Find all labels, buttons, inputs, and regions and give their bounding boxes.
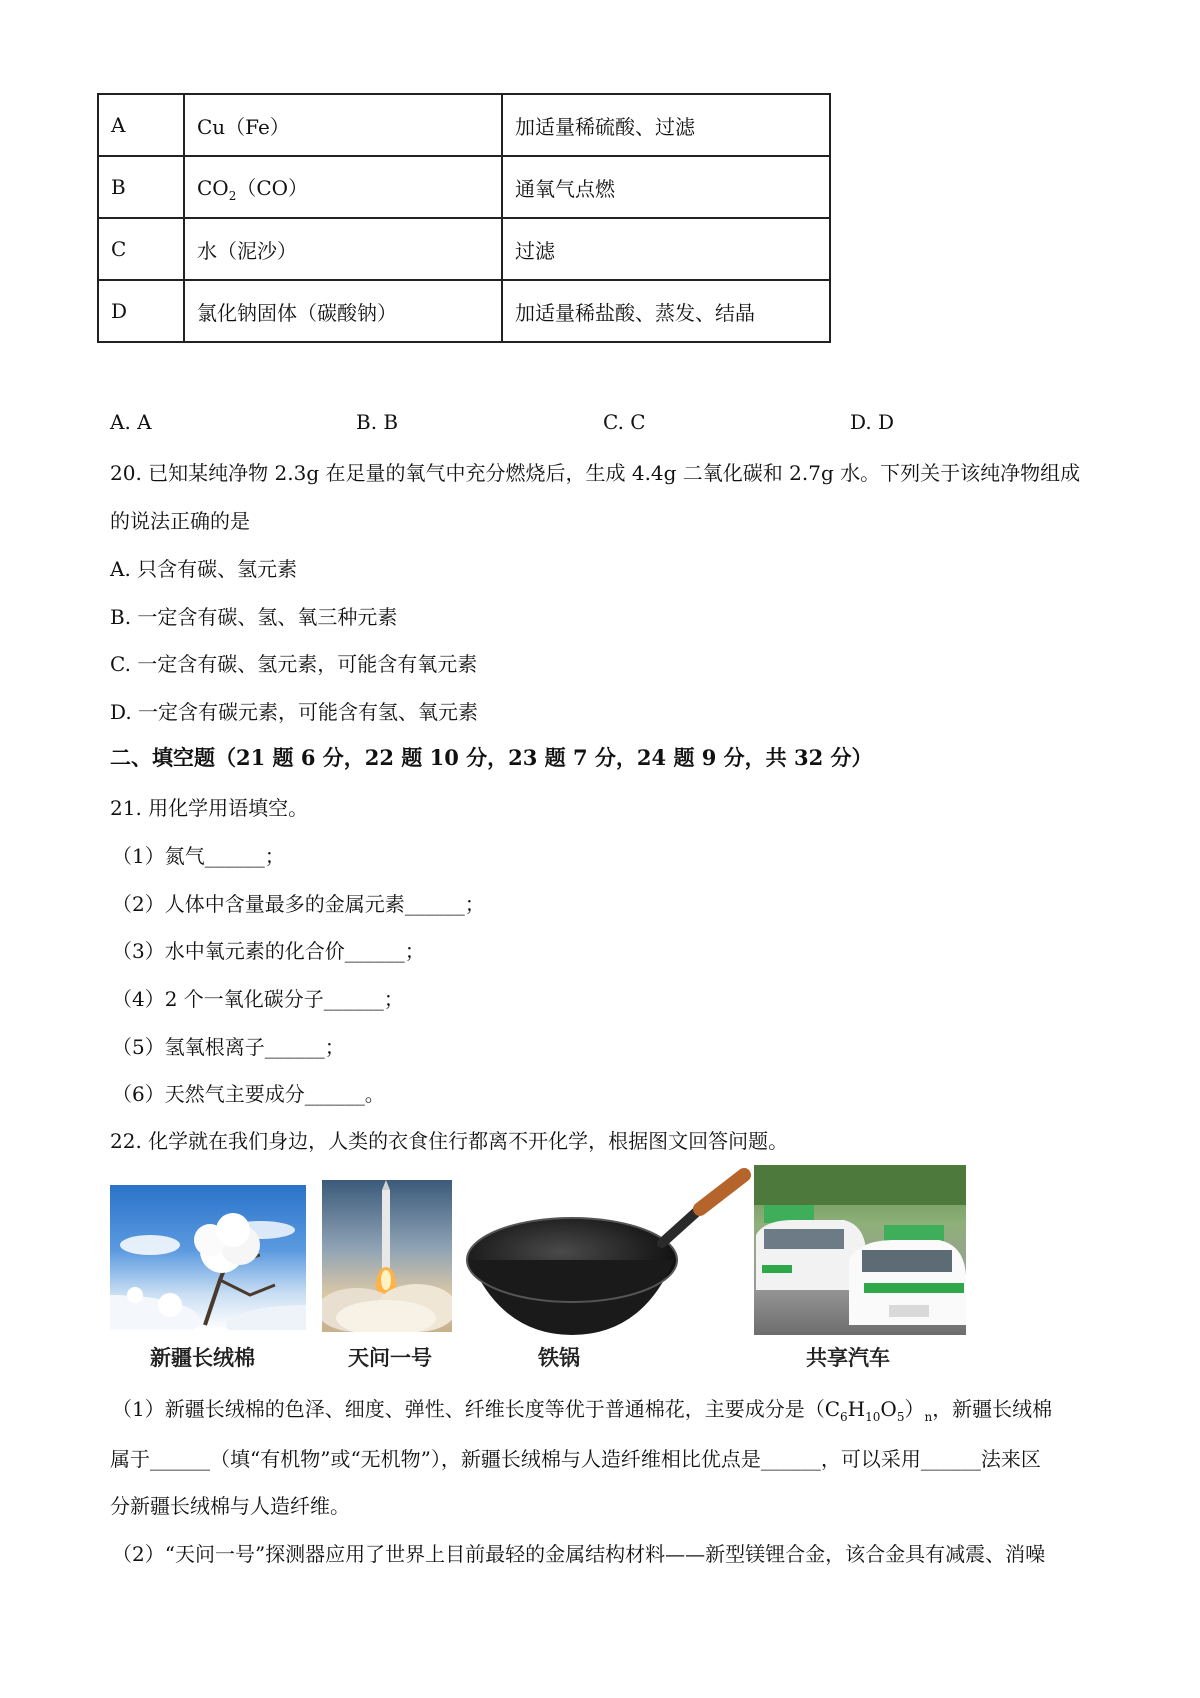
- q20-stem-line1: 20. 已知某纯净物 2.3g 在足量的氧气中充分燃烧后，生成 4.4g 二氧化碳和 2.7g 水。下列关于该纯净物组成: [110, 461, 1081, 485]
- table-row: [98, 156, 830, 218]
- wok-photo: [462, 1165, 752, 1340]
- table-row: [98, 218, 830, 280]
- cars-image-icon: [754, 1165, 966, 1335]
- formula-sub: 10: [865, 1410, 881, 1424]
- q22-p1-text-a: （1）新疆长绒棉的色泽、细度、弹性、纤维长度等优于普通棉花，主要成分是（C: [112, 1397, 841, 1421]
- q21-item-1: （1）氮气______；: [112, 844, 285, 868]
- purification-table: [97, 93, 831, 343]
- row-substance: Cu（Fe）: [184, 94, 502, 156]
- row-label: A: [98, 94, 184, 156]
- formula-sub: 2: [228, 188, 237, 203]
- choice-c: C. C: [603, 410, 646, 434]
- rocket-photo: [322, 1180, 452, 1332]
- row-method: 过滤: [502, 218, 830, 280]
- q22-p1-line1: [112, 1393, 1052, 1424]
- row-substance: 水（泥沙）: [184, 218, 502, 280]
- caption-wok: 铁锅: [538, 1346, 580, 1370]
- q20-option-b: B. 一定含有碳、氢、氧三种元素: [110, 605, 398, 629]
- row-method: 通氧气点燃: [502, 156, 830, 218]
- rocket-image-icon: [322, 1180, 452, 1332]
- choice-d: D. D: [850, 410, 895, 434]
- table-row: [98, 94, 830, 156]
- cotton-photo: [110, 1185, 306, 1330]
- formula-h: H: [847, 1397, 866, 1421]
- caption-cars: 共享汽车: [806, 1346, 890, 1370]
- caption-cotton: 新疆长绒棉: [150, 1346, 255, 1370]
- wok-image-icon: [462, 1165, 752, 1340]
- q22-p2-line1: （2）“天问一号”探测器应用了世界上目前最轻的金属结构材料——新型镁锂合金，该合金具有减震、消噪: [112, 1542, 1046, 1566]
- q22-p1-line2: 属于______（填“有机物”或“无机物”），新疆长绒棉与人造纤维相比优点是______，可以采用______法来区: [110, 1447, 1041, 1471]
- choice-b: B. B: [356, 410, 399, 434]
- section-title: 二、填空题（21 题 6 分，22 题 10 分，23 题 7 分，24 题 9 分，共 32 分）: [110, 745, 873, 770]
- choice-a: A. A: [110, 410, 152, 434]
- row-label: B: [98, 156, 184, 218]
- q21-stem: 21. 用化学用语填空。: [110, 796, 309, 820]
- formula-sub: n: [924, 1410, 933, 1424]
- q21-item-6: （6）天然气主要成分______。: [112, 1082, 385, 1106]
- cars-photo: [754, 1165, 966, 1335]
- q20-option-a: A. 只含有碳、氢元素: [110, 557, 298, 581]
- row-method: 加适量稀盐酸、蒸发、结晶: [502, 280, 830, 342]
- q21-item-3: （3）水中氧元素的化合价______；: [112, 939, 425, 963]
- formula-rest: （CO）: [236, 175, 309, 200]
- formula-sub: 5: [896, 1410, 905, 1424]
- row-substance: 氯化钠固体（碳酸钠）: [184, 280, 502, 342]
- q22-p1-line3: 分新疆长绒棉与人造纤维。: [110, 1494, 350, 1518]
- q21-item-2: （2）人体中含量最多的金属元素______；: [112, 892, 485, 916]
- q21-item-5: （5）氢氧根离子______；: [112, 1035, 345, 1059]
- q22-p1-text-b: ，新疆长绒棉: [932, 1397, 1053, 1421]
- row-label: D: [98, 280, 184, 342]
- row-method: 加适量稀硫酸、过滤: [502, 94, 830, 156]
- q21-item-4: （4）2 个一氧化碳分子______；: [112, 987, 404, 1011]
- row-label: C: [98, 218, 184, 280]
- q22-stem: 22. 化学就在我们身边，人类的衣食住行都离不开化学，根据图文回答问题。: [110, 1129, 789, 1153]
- caption-rocket: 天问一号: [348, 1346, 432, 1370]
- formula-o: O: [880, 1397, 897, 1421]
- formula-sub: 6: [840, 1410, 848, 1424]
- formula-close: ）: [904, 1397, 925, 1421]
- row-substance: [184, 156, 502, 218]
- cotton-image-icon: [110, 1185, 306, 1330]
- formula-main: CO: [197, 175, 229, 200]
- q20-option-d: D. 一定含有碳元素，可能含有氢、氧元素: [110, 700, 479, 724]
- q20-stem-line2: 的说法正确的是: [110, 509, 250, 533]
- table-row: [98, 280, 830, 342]
- q20-option-c: C. 一定含有碳、氢元素，可能含有氧元素: [110, 652, 478, 676]
